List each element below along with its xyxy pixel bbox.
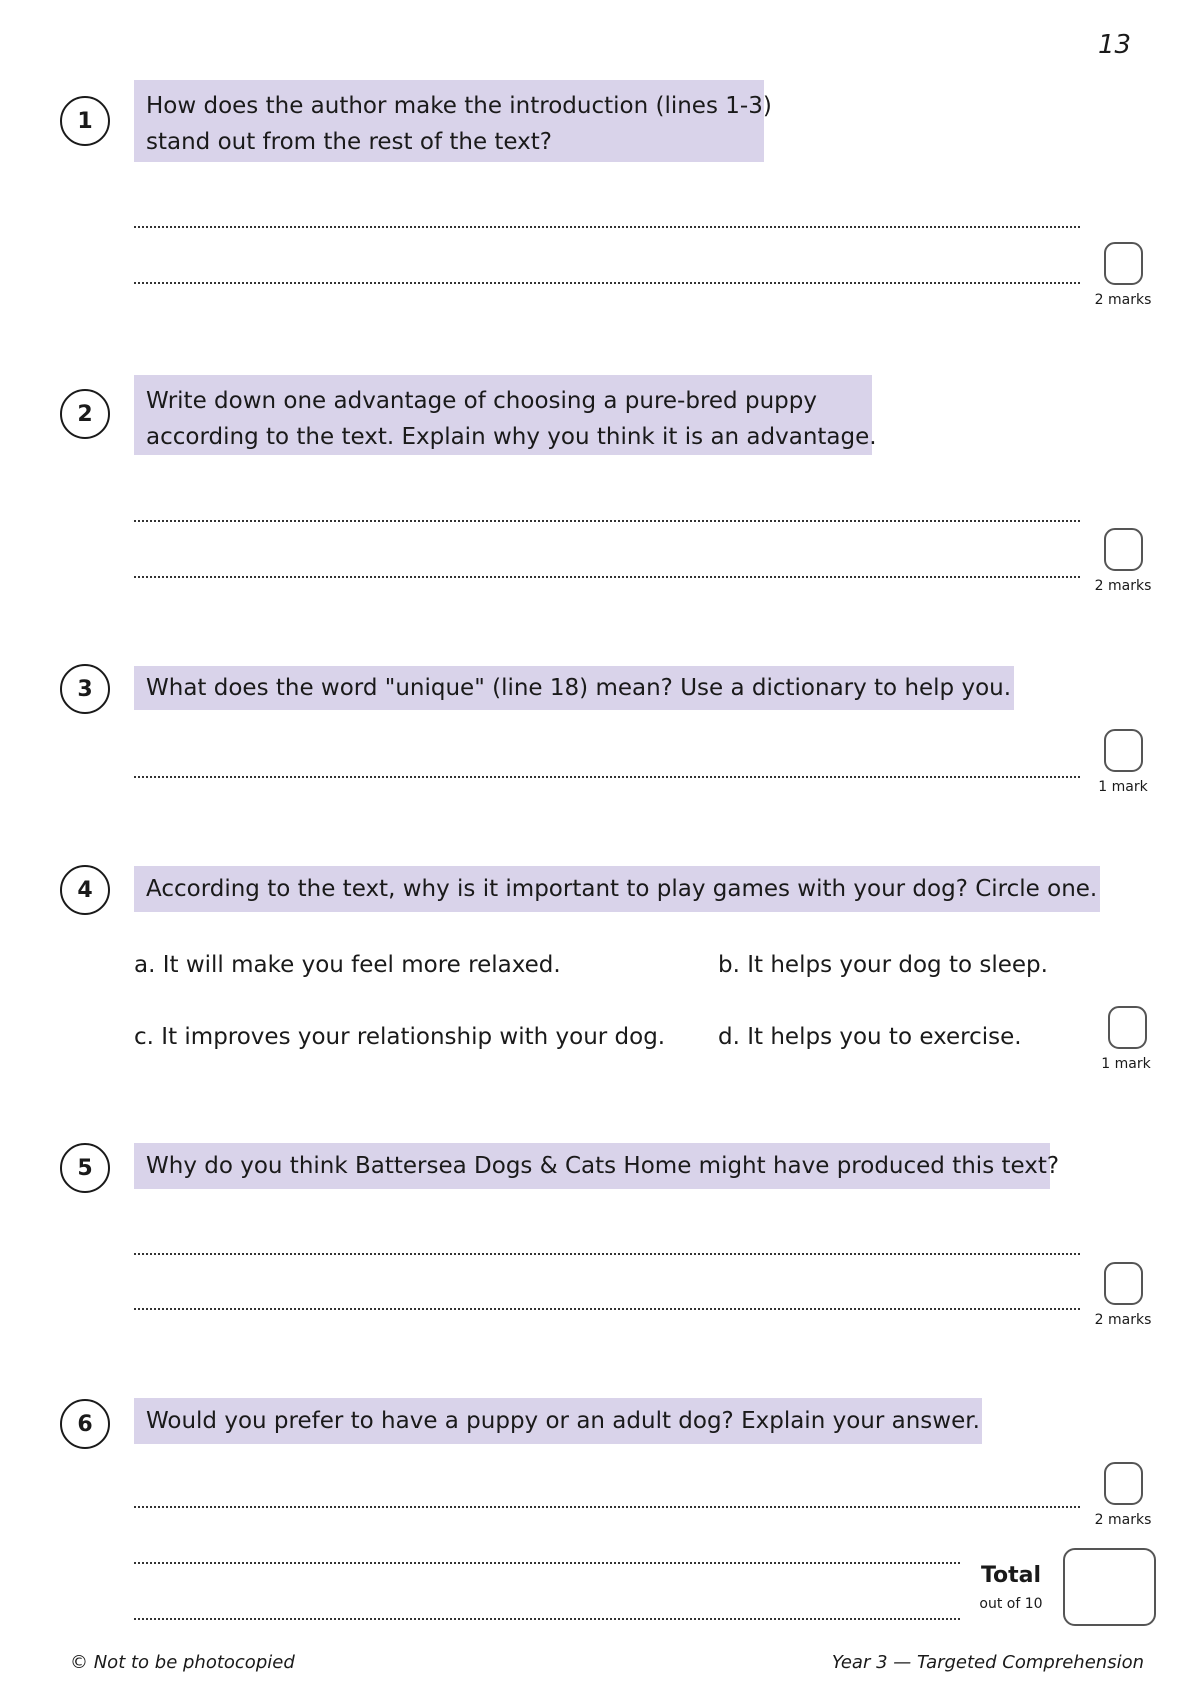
option-b-letter: b. — [718, 952, 740, 978]
option-d[interactable] — [718, 1024, 1022, 1050]
answer-line[interactable] — [134, 1562, 960, 1564]
answer-line[interactable] — [134, 1253, 1080, 1255]
marks-label: 2 marks — [1094, 1512, 1152, 1528]
mark-box — [1104, 528, 1143, 571]
mark-box — [1104, 729, 1143, 772]
question-2-prompt — [134, 375, 877, 455]
page-number: 13 — [1098, 30, 1132, 60]
question-1-prompt — [134, 80, 772, 162]
marks-label: 1 mark — [1098, 779, 1148, 795]
question-3-text-line-1: What does the word "unique" (line 18) mean? Use a dictionary to help you. — [146, 675, 1012, 701]
question-number-3: 3 — [60, 664, 110, 714]
mark-box — [1108, 1006, 1147, 1049]
question-1-text-line-2: stand out from the rest of the text? — [146, 129, 553, 155]
marks-label: 1 mark — [1101, 1056, 1151, 1072]
answer-line[interactable] — [134, 576, 1080, 578]
question-6-prompt — [134, 1398, 982, 1444]
option-b[interactable] — [718, 952, 1048, 978]
option-d-text: It helps you to exercise. — [747, 1024, 1022, 1050]
option-c-text: It improves your relationship with your dog. — [161, 1024, 666, 1050]
question-number-5: 5 — [60, 1143, 110, 1193]
mark-box — [1104, 1462, 1143, 1505]
option-c-letter: c. — [134, 1024, 154, 1050]
question-5-text-line-1: Why do you think Battersea Dogs & Cats Home might have produced this text? — [146, 1153, 1060, 1179]
question-2-text-line-1: Write down one advantage of choosing a pure-bred puppy — [146, 388, 817, 414]
option-a[interactable] — [134, 952, 561, 978]
marks-label: 2 marks — [1094, 1312, 1152, 1328]
question-4-prompt — [134, 866, 1100, 912]
mark-box — [1104, 1262, 1143, 1305]
answer-line[interactable] — [134, 226, 1080, 228]
option-a-letter: a. — [134, 952, 156, 978]
option-d-letter: d. — [718, 1024, 740, 1050]
question-2-text-line-2: according to the text. Explain why you think it is an advantage. — [146, 424, 877, 450]
footer-title: Year 3 — Targeted Comprehension — [831, 1652, 1144, 1673]
answer-line[interactable] — [134, 1506, 1080, 1508]
total-sublabel: out of 10 — [979, 1596, 1043, 1612]
option-a-text: It will make you feel more relaxed. — [162, 952, 561, 978]
total-label: Total — [980, 1563, 1042, 1588]
option-c[interactable] — [134, 1024, 665, 1050]
mark-box — [1104, 242, 1143, 285]
answer-line[interactable] — [134, 282, 1080, 284]
total-score-box — [1063, 1548, 1156, 1626]
answer-line[interactable] — [134, 776, 1080, 778]
answer-line[interactable] — [134, 520, 1080, 522]
question-4-text-line-1: According to the text, why is it important to play games with your dog? Circle one. — [146, 876, 1098, 902]
marks-label: 2 marks — [1094, 578, 1152, 594]
question-3-prompt — [134, 666, 1014, 710]
option-b-text: It helps your dog to sleep. — [747, 952, 1048, 978]
question-number-1: 1 — [60, 96, 110, 146]
question-number-4: 4 — [60, 865, 110, 915]
answer-line[interactable] — [134, 1618, 960, 1620]
question-6-text-line-1: Would you prefer to have a puppy or an adult dog? Explain your answer. — [146, 1408, 980, 1434]
footer-copyright: © Not to be photocopied — [70, 1652, 295, 1673]
question-number-6: 6 — [60, 1399, 110, 1449]
marks-label: 2 marks — [1094, 292, 1152, 308]
question-number-2: 2 — [60, 389, 110, 439]
question-5-prompt — [134, 1143, 1060, 1189]
answer-line[interactable] — [134, 1308, 1080, 1310]
question-1-text-line-1: How does the author make the introduction (lines 1-3) — [146, 93, 772, 119]
